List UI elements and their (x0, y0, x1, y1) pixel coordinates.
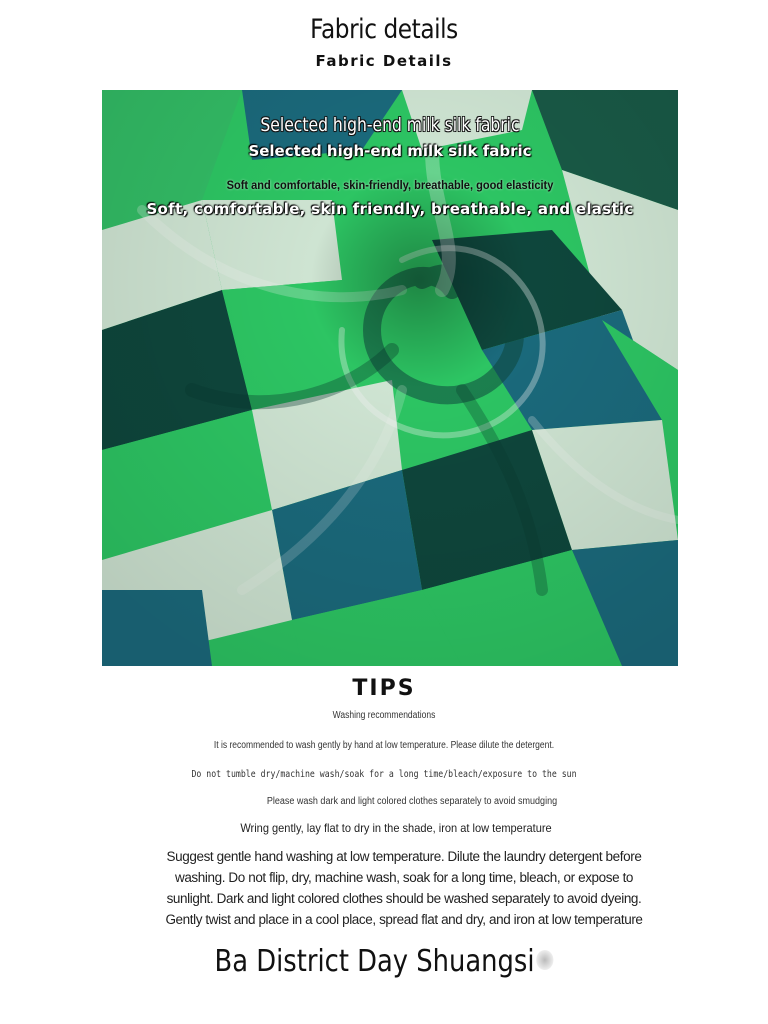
tips-subtitle: Washing recommendations (332, 710, 436, 721)
overlay-description-bold: Soft, comfortable, skin friendly, breathable, and elastic (146, 200, 634, 218)
page-subtitle: Fabric Details (315, 52, 453, 70)
overlay-heading: Selected high-end milk silk fabric (260, 114, 520, 136)
fabric-swirl-image (102, 90, 678, 666)
overlay-description: Soft and comfortable, skin-friendly, breathable, good elasticity (226, 178, 554, 192)
tip-line: Please wash dark and light colored clothes separately to avoid smudging (266, 796, 558, 807)
page-title: Fabric details (310, 14, 458, 45)
brand-name (54, 944, 714, 979)
tip-line: It is recommended to wash gently by hand at low temperature. Please dilute the detergent. (213, 740, 555, 751)
watermark-icon (536, 950, 553, 970)
care-paragraph: Suggest gentle hand washing at low temperature. Dilute the laundry detergent before washing. Do not flip, dry, machine wash, soak for a long time, bleach, or expose to sunlight. Dark and light colored clothes should be washed separately to avoid dyeing. Gently twist and place in a cool place, spread flat and dry, and iron at low temperature (165, 849, 643, 927)
overlay-heading-bold: Selected high-end milk silk fabric (248, 142, 532, 160)
fabric-photo (102, 90, 678, 666)
tips-title: TIPS (352, 676, 416, 701)
brand-text: Ba District Day Shuangsi (214, 944, 535, 979)
tip-line: Do not tumble dry/machine wash/soak for a long time/bleach/exposure to the sun (191, 769, 577, 780)
tip-line: Wring gently, lay flat to dry in the shade, iron at low temperature (240, 821, 552, 835)
